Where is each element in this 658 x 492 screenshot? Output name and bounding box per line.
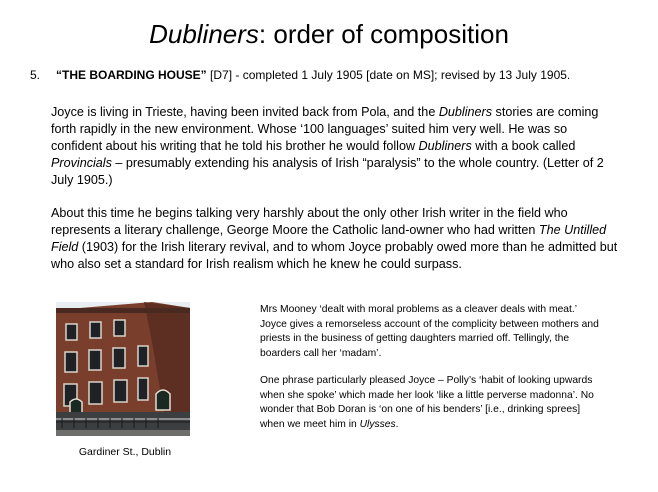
item-number: 5. — [30, 68, 41, 82]
para1-italic-c: Provincials — [51, 156, 112, 170]
side2-italic: Ulysses — [359, 418, 396, 430]
side-note-polly — [260, 374, 600, 432]
slide-title — [0, 18, 658, 50]
item-heading: “THE BOARDING HOUSE” — [56, 68, 207, 82]
paragraph-trieste — [51, 104, 621, 189]
side-note-mooney: Mrs Mooney ‘dealt with moral problems as a cleaver deals with meat.’ Joyce gives a remorseless account of the complicity between mothers and priests in the business of getting daughters married off. Tellingly, the boarders call her ‘madam’. — [260, 304, 599, 359]
para2-text-b: (1903) for the Irish literary revival, and to whom Joyce probably owed more than he admitted but who also set a standard for Irish realism which he knew he could surpass. — [51, 240, 618, 271]
para1-italic-b: Dubliners — [418, 139, 472, 153]
para1-text-a: Joyce is living in Trieste, having been invited back from Pola, and the — [51, 105, 439, 119]
photo-caption: Gardiner St., Dublin — [78, 446, 172, 458]
para1-italic-a: Dubliners — [438, 105, 493, 119]
para1-text-d: – presumably extending his analysis of Irish “paralysis” to the whole country. (Letter of 2 July 1905.) — [51, 156, 604, 187]
paragraph-moore — [51, 205, 621, 273]
item-tag: [D7] — [210, 68, 233, 82]
para2-text-a: About this time he begins talking very harshly about the only other Irish writer in the field who represents a literary challenge, George Moore the Catholic land-owner who had written — [51, 206, 568, 237]
title-rest: : order of composition — [258, 19, 509, 49]
para1-text-b: stories are coming forth rapidly in the new environment. Whose ‘100 languages’ suited him very well. He was so confident about his writing that he told his brother he would follow — [51, 105, 599, 153]
title-italic: Dubliners — [149, 19, 259, 49]
para2-italic-a: The Untilled Field — [51, 223, 607, 254]
side2-text-a: One phrase particularly pleased Joyce – Polly’s ‘habit of looking upwards when she spoke’ which made her look ‘like a little perverse madonna’. No wonder that Bob Doran is ‘on one of his benders’ [i.e., drinking sprees] when we meet him in — [260, 375, 594, 430]
para1-text-c: with a book called — [471, 139, 576, 153]
list-item — [30, 67, 650, 83]
item-detail: - completed 1 July 1905 [date on MS]; revised by 13 July 1905. — [235, 68, 571, 82]
building-illustration — [56, 302, 190, 436]
gardiner-street-photo — [56, 302, 190, 436]
side2-text-b: . — [395, 418, 399, 430]
